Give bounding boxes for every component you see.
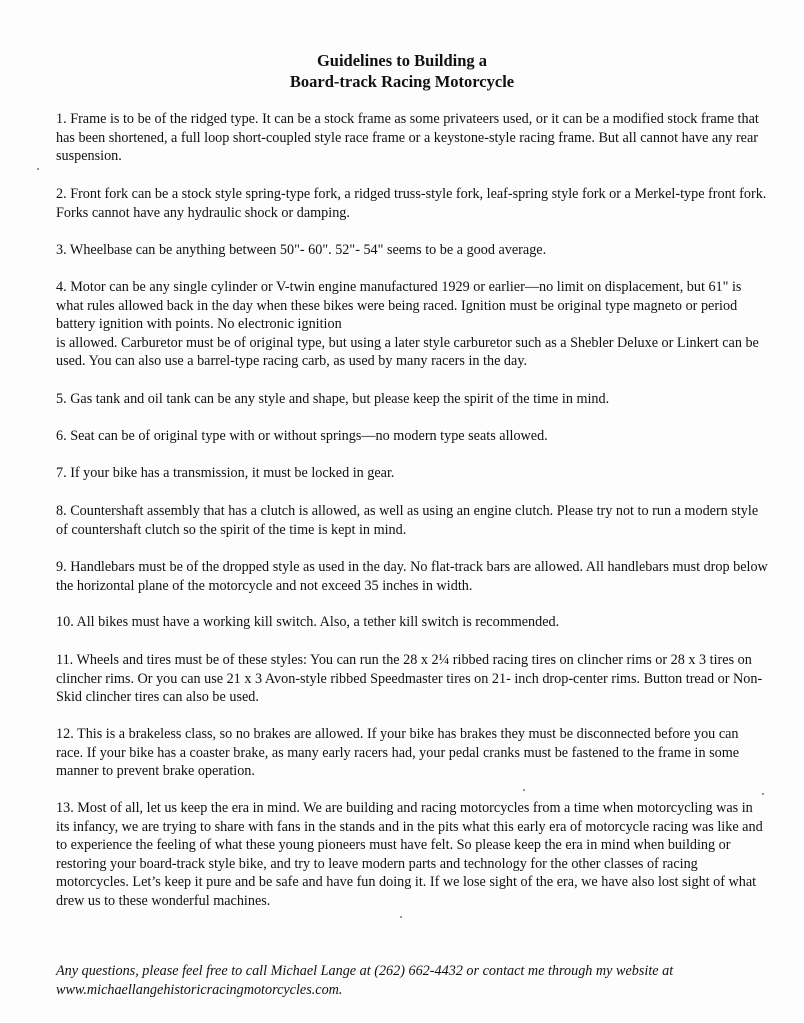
rule-2: 2. Front fork can be a stock style spring-type fork, a ridged truss-style fork, leaf-spring style fork or a Merkel-type front fork. Forks cannot have any hydraulic shock or damping. — [56, 186, 767, 221]
scan-speck — [400, 916, 402, 918]
rule-13: 13. Most of all, let us keep the era in mind. We are building and racing motorcycles from a time when motorcycling was in its infancy, we are trying to share with fans in the stands and in the pits what this early era of motorcycle racing was like and to experience the feeling of what these young pioneers must have felt. So please keep the era in mind when building or restoring your board-track style bike, and try to leave modern parts and technology for the other classes of racing motorcycles. Let’s keep it pure and be safe and have fun doing it. If we lose sight of the era, we have also lost sight of what drew us to these wonderful machines. — [56, 800, 763, 909]
rule-4-part-2: is allowed. Carburetor must be of original type, but using a later style carburetor such as a Shebler Deluxe or Linkert can be used. You can also use a barrel-type racing carb, as used by many racers in the day. — [56, 334, 759, 370]
scan-speck — [523, 789, 525, 791]
rule-7: 7. If your bike has a transmission, it must be locked in gear. — [56, 465, 395, 481]
contact-line: Any questions, please feel free to call Michael Lange at (262) 662-4432 or contact me through my website at www.michaellangehistoricracingmotorcycles.com. — [56, 963, 674, 999]
rule-4 — [56, 278, 768, 371]
document-title — [0, 50, 804, 92]
rule-12: 12. This is a brakeless class, so no brakes are allowed. If your bike has brakes they must be disconnected before you can race. If your bike has a coaster brake, as many early racers had, your pedal cranks must be fastened to the frame in some manner to prevent brake operation. — [56, 726, 740, 780]
rule-6: 6. Seat can be of original type with or without springs—no modern type seats allowed. — [56, 428, 548, 444]
rule-9: 9. Handlebars must be of the dropped style as used in the day. No flat-track bars are allowed. All handlebars must drop below the horizontal plane of the motorcycle and not exceed 35 inches in width. — [56, 559, 768, 594]
scan-speck — [762, 793, 764, 795]
scan-speck — [37, 168, 39, 170]
rule-11: 11. Wheels and tires must be of these styles: You can run the 28 x 2¼ ribbed racing tires on clincher rims or 28 x 3 tires on clincher rims. Or you can use 21 x 3 Avon-style ribbed Speedmaster tires on 21- inch drop-center rims. Button tread or Non-Skid clincher tires can also be used. — [56, 652, 763, 706]
rule-3: 3. Wheelbase can be anything between 50"- 60". 52"- 54" seems to be a good average. — [56, 242, 547, 258]
rule-4-part-1: 4. Motor can be any single cylinder or V-twin engine manufactured 1929 or earlier—no limit on displacement, but 61" is what rules allowed back in the day when these bikes were being raced. Ignition must be original type magneto or period battery ignition with points. No electronic ignition — [56, 279, 742, 333]
rule-8: 8. Countershaft assembly that has a clutch is allowed, as well as using an engine clutch. Please try not to run a modern style of countershaft clutch so the spirit of the time is kept in mind. — [56, 503, 759, 538]
rule-1: 1. Frame is to be of the ridged type. It can be a stock frame as some privateers used, or it can be a modified stock frame that has been shortened, a full loop short-coupled style race frame or a keystone-style racing frame. But all cannot have any rear suspension. — [56, 111, 759, 165]
title-line-1: Guidelines to Building a — [316, 51, 488, 70]
rule-10: 10. All bikes must have a working kill switch. Also, a tether kill switch is recommended. — [56, 614, 560, 630]
rule-5: 5. Gas tank and oil tank can be any style and shape, but please keep the spirit of the time in mind. — [56, 391, 610, 407]
title-line-2: Board-track Racing Motorcycle — [289, 72, 515, 91]
